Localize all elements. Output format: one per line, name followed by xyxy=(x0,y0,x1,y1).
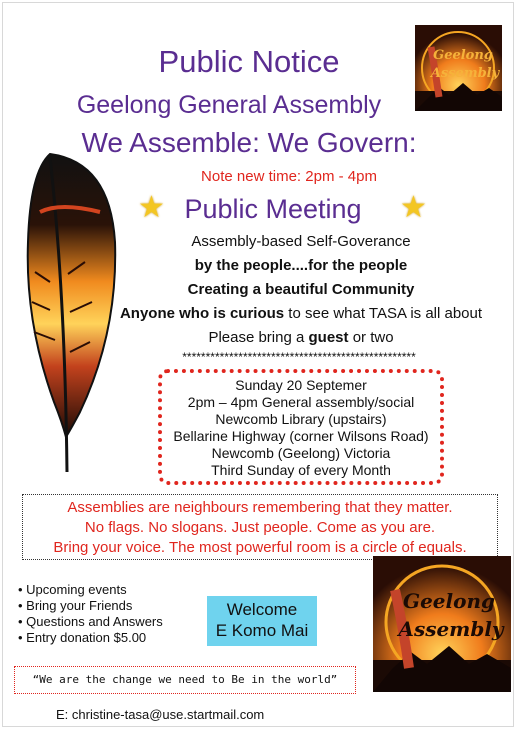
welcome-box xyxy=(207,596,317,646)
quote-box xyxy=(14,666,356,694)
event-frequency: Third Sunday of every Month xyxy=(211,462,391,478)
bullet-item: • Entry donation $5.00 xyxy=(18,630,147,645)
event-time: 2pm – 4pm General assembly/social xyxy=(187,394,415,410)
intro-line-5-bold: guest xyxy=(308,329,349,346)
event-details-box xyxy=(158,369,444,485)
bullet-item: • Questions and Answers xyxy=(18,614,163,629)
event-suburb: Newcomb (Geelong) Victoria xyxy=(211,445,391,461)
message-box xyxy=(22,494,498,560)
time-note: Note new time: 2pm - 4pm xyxy=(201,168,377,185)
intro-line-4-bold: Anyone who is curious xyxy=(119,305,285,322)
bullet-text: Questions and Answers xyxy=(26,614,163,629)
message-line-2: No flags. No slogans. Just people. Come as you are. xyxy=(84,519,436,536)
logo-text-geelong: Geelong xyxy=(403,589,495,613)
event-road: Bellarine Highway (corner Wilsons Road) xyxy=(173,428,429,444)
meeting-title: Public Meeting xyxy=(184,194,362,224)
bullet-item: • Upcoming events xyxy=(18,582,127,597)
intro-line-5-start: Please bring a xyxy=(208,329,309,346)
bullet-text: Entry donation $5.00 xyxy=(26,630,147,645)
logo-text-geelong: Geelong xyxy=(433,48,493,63)
intro-line-2: by the people....for the people xyxy=(194,257,408,274)
assembly-motto: We Assemble: We Govern: xyxy=(81,127,417,158)
event-venue: Newcomb Library (upstairs) xyxy=(215,411,387,427)
notice-title: Public Notice xyxy=(158,44,340,79)
bullet-list xyxy=(18,582,163,646)
logo-text-assembly: Assembly xyxy=(398,617,504,641)
bullet-text: Upcoming events xyxy=(26,582,127,597)
contact-email[interactable]: E: christine-tasa@use.startmail.com xyxy=(56,707,265,722)
intro-line-3: Creating a beautiful Community xyxy=(187,281,415,298)
geelong-assembly-logo-bottom xyxy=(373,556,511,692)
event-date: Sunday 20 Septemer xyxy=(235,377,367,393)
message-line-1: Assemblies are neighbours remembering that they matter. xyxy=(67,499,453,516)
bullet-item: • Bring your Friends xyxy=(18,598,133,613)
star-icon: ★ xyxy=(138,191,165,224)
intro-line-5 xyxy=(42,329,518,346)
intro-line-4 xyxy=(42,305,518,322)
intro-line-1: Assembly-based Self-Goverance xyxy=(191,233,411,250)
quote-text: “We are the change we need to Be in the world” xyxy=(32,673,338,686)
star-icon: ★ xyxy=(400,191,427,224)
separator: ************************************************** xyxy=(182,350,416,364)
welcome-line-1: Welcome xyxy=(226,600,298,619)
logo-text-assembly: Assembly xyxy=(430,66,500,81)
intro-line-5-end: or two xyxy=(348,329,394,346)
bullet-text: Bring your Friends xyxy=(26,598,133,613)
assembly-name: Geelong General Assembly xyxy=(76,91,382,119)
welcome-line-2: E Komo Mai xyxy=(215,621,309,640)
message-line-3: Bring your voice. The most powerful room is a circle of equals. xyxy=(53,539,467,556)
intro-line-4-rest: to see what TASA is all about xyxy=(284,305,483,322)
